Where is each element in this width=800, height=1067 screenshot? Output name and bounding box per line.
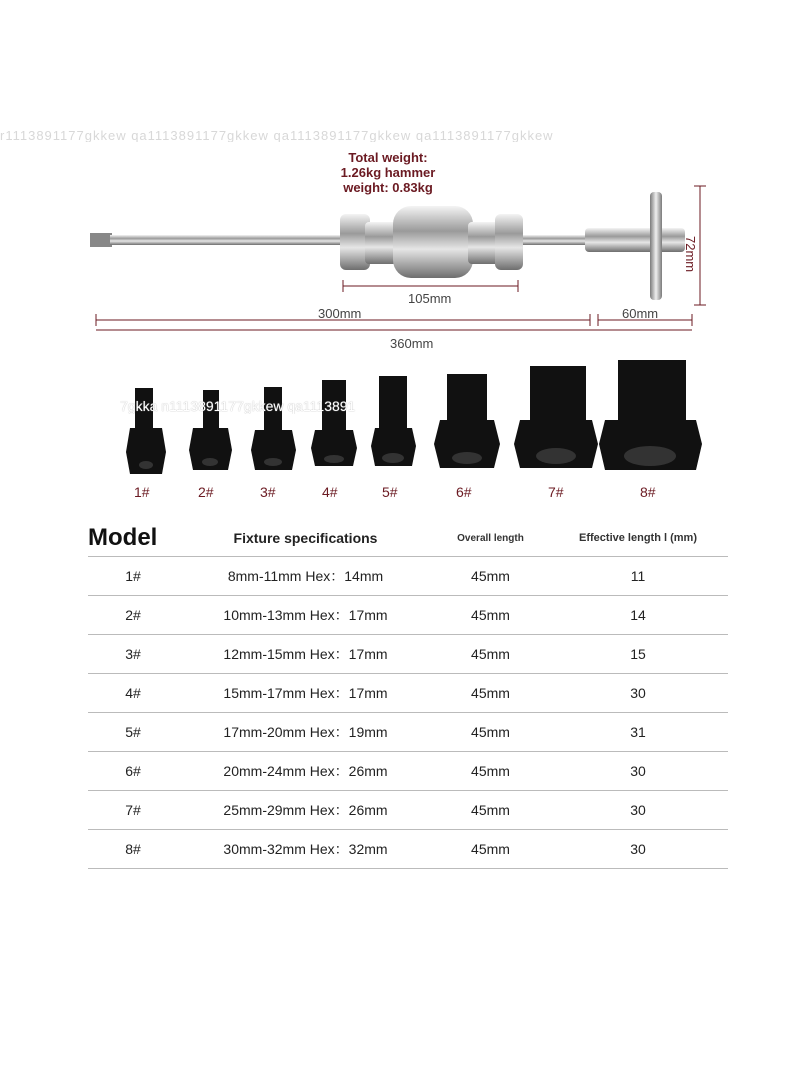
spec-table — [88, 520, 728, 869]
cell-effective: 30 — [548, 791, 728, 830]
weight-note-line-2: 1.26kg hammer — [340, 165, 436, 180]
weight-note-line-3: weight: 0.83kg — [343, 180, 433, 195]
cell-effective: 31 — [548, 713, 728, 752]
cell-spec: 17mm-20mm Hex：19mm — [178, 713, 433, 752]
fixture-8 — [599, 360, 702, 470]
cell-model: 8# — [88, 830, 178, 869]
fixture-5 — [371, 376, 416, 466]
cell-effective: 30 — [548, 830, 728, 869]
fixtures-illustration — [0, 360, 800, 510]
fixtures-watermark: 7gkka n1113891177gkkew qa1113891 — [120, 398, 356, 414]
header-fixture: Fixture specifications — [178, 520, 433, 557]
cell-effective: 15 — [548, 635, 728, 674]
threaded-tip — [90, 233, 112, 247]
cell-overall: 45mm — [433, 791, 548, 830]
hammer-weight — [340, 206, 523, 278]
cell-effective: 11 — [548, 557, 728, 596]
table-row — [88, 791, 728, 830]
dim-72-label: 72mm — [683, 236, 698, 273]
cell-effective: 14 — [548, 596, 728, 635]
cell-overall: 45mm — [433, 830, 548, 869]
weight-note-line-1: Total weight: — [348, 150, 428, 165]
header-model: Model — [88, 520, 178, 557]
t-handle-bar — [650, 192, 662, 300]
watermark-text: r1113891177gkkew qa1113891177gkkew qa1113891177gkkew qa1113891177gkkew — [0, 128, 554, 142]
cell-effective: 30 — [548, 674, 728, 713]
cell-overall: 45mm — [433, 635, 548, 674]
fixture-label-5: 5# — [382, 484, 398, 500]
table-row — [88, 830, 728, 869]
handle-sleeve — [585, 228, 685, 252]
dim-300-label: 300mm — [318, 306, 362, 321]
weight-note — [318, 150, 458, 195]
table-row — [88, 752, 728, 791]
cell-overall: 45mm — [433, 713, 548, 752]
cell-overall: 45mm — [433, 596, 548, 635]
table-row — [88, 557, 728, 596]
table-header-row — [88, 520, 728, 557]
header-effective: Effective length l (mm) — [548, 520, 728, 557]
cell-spec: 10mm-13mm Hex：17mm — [178, 596, 433, 635]
cell-spec: 30mm-32mm Hex：32mm — [178, 830, 433, 869]
cell-spec: 8mm-11mm Hex：14mm — [178, 557, 433, 596]
fixture-label-3: 3# — [260, 484, 276, 500]
fixture-label-1: 1# — [134, 484, 150, 500]
dim-105-label: 105mm — [408, 291, 452, 306]
cell-spec: 25mm-29mm Hex：26mm — [178, 791, 433, 830]
dim-360-label: 360mm — [390, 336, 434, 351]
table-row — [88, 596, 728, 635]
dim-60-label: 60mm — [622, 306, 659, 321]
table-row — [88, 635, 728, 674]
cell-model: 1# — [88, 557, 178, 596]
cell-spec: 20mm-24mm Hex：26mm — [178, 752, 433, 791]
fixture-7 — [514, 366, 598, 468]
header-overall: Overall length — [433, 520, 548, 557]
cell-overall: 45mm — [433, 674, 548, 713]
table-row — [88, 674, 728, 713]
cell-model: 6# — [88, 752, 178, 791]
cell-overall: 45mm — [433, 557, 548, 596]
cell-spec: 12mm-15mm Hex：17mm — [178, 635, 433, 674]
cell-model: 4# — [88, 674, 178, 713]
cell-model: 5# — [88, 713, 178, 752]
table-row — [88, 713, 728, 752]
cell-model: 7# — [88, 791, 178, 830]
fixture-6 — [434, 374, 500, 468]
fixture-label-7: 7# — [548, 484, 564, 500]
fixture-label-2: 2# — [198, 484, 214, 500]
fixture-label-6: 6# — [456, 484, 472, 500]
fixture-4 — [311, 380, 357, 466]
fixture-label-4: 4# — [322, 484, 338, 500]
cell-model: 2# — [88, 596, 178, 635]
cell-effective: 30 — [548, 752, 728, 791]
cell-spec: 15mm-17mm Hex：17mm — [178, 674, 433, 713]
cell-overall: 45mm — [433, 752, 548, 791]
cell-model: 3# — [88, 635, 178, 674]
fixture-label-8: 8# — [640, 484, 656, 500]
